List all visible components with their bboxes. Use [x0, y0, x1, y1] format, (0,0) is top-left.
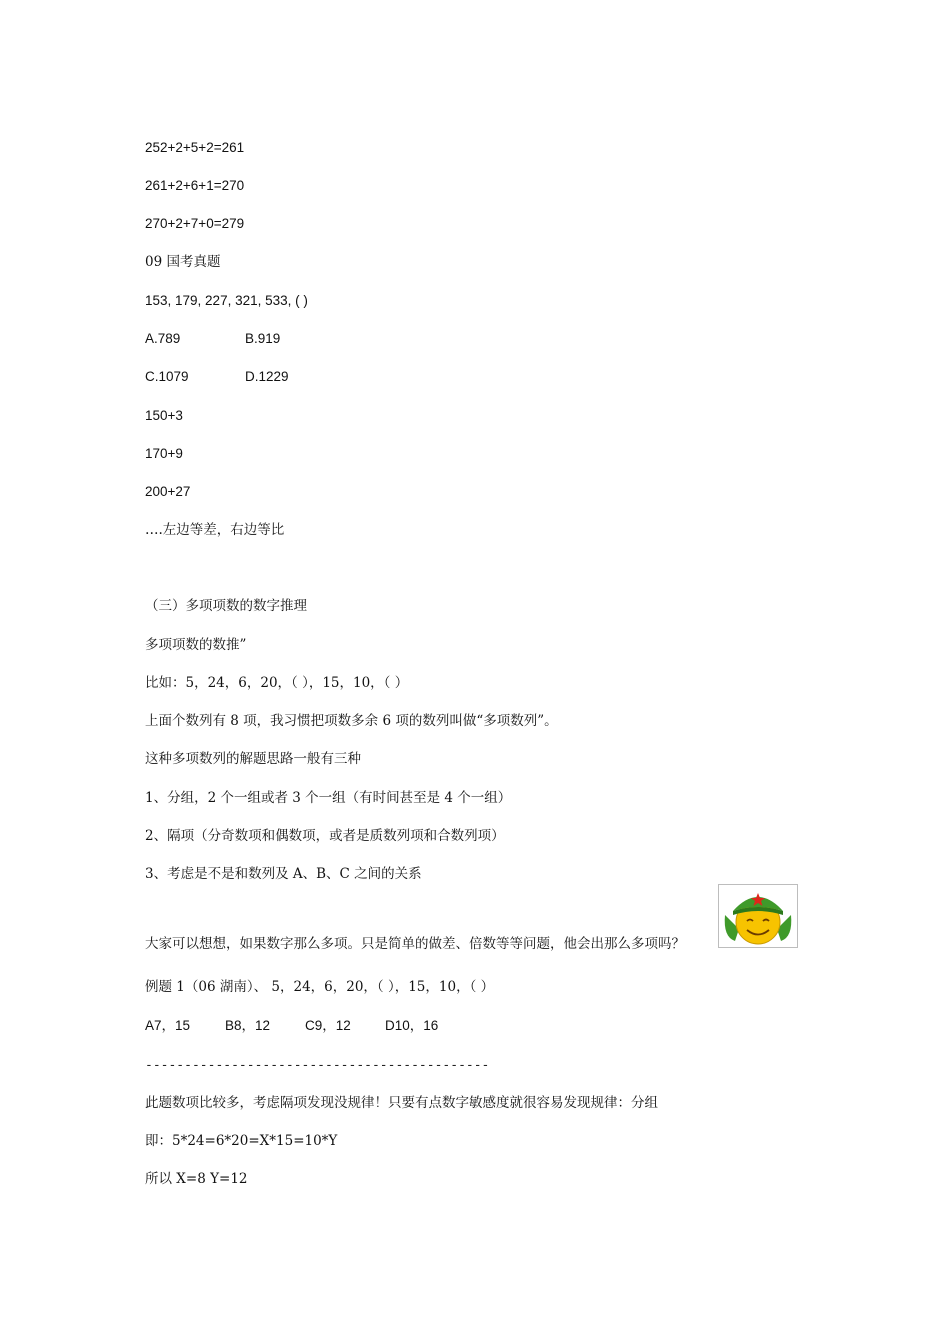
- hint-line-1: 150+3: [145, 408, 183, 423]
- exam-title: 09 国考真题: [145, 254, 221, 270]
- option-c: C.1079: [145, 369, 189, 384]
- answer-c: C9，12: [305, 1018, 351, 1033]
- paragraph-line: 多项项数的数推”: [145, 637, 247, 653]
- paragraph-line: 这种多项数列的解题思路一般有三种: [145, 751, 361, 767]
- options-row-1: [145, 330, 280, 348]
- solution-line-2: 即：5*24=6*20=X*15=10*Y: [145, 1133, 338, 1149]
- paragraph-line: 上面个数列有 8 项，我习惯把项数多余 6 项的数列叫做“多项数列”。: [145, 713, 558, 729]
- equation-line-3: 270+2+7+0=279: [145, 216, 245, 231]
- hint-line-2: 170+9: [145, 446, 183, 461]
- hint-conclusion: ….左边等差，右边等比: [145, 522, 285, 538]
- example-question: 例题 1（06 湖南）、 5，24，6，20，（ ），15，10，（ ）: [145, 979, 495, 995]
- question-remark: 大家可以想想，如果数字那么多项。只是简单的做差、倍数等等问题，他会出那么多项吗？: [145, 936, 685, 952]
- question-sequence: 153, 179, 227, 321, 533, ( ): [145, 293, 308, 308]
- list-item: 3、考虑是不是和数列及 A、B、C 之间的关系: [145, 866, 422, 882]
- list-item: 1、分组，2 个一组或者 3 个一组（有时间甚至是 4 个一组）: [145, 790, 512, 806]
- solution-line-3: 所以 X=8 Y=12: [145, 1171, 248, 1187]
- list-item: 2、隔项（分奇数项和偶数项，或者是质数列项和合数列项）: [145, 828, 505, 844]
- equation-line-1: 252+2+5+2=261: [145, 140, 245, 155]
- equation-line-2: 261+2+6+1=270: [145, 178, 245, 193]
- separator-line: --------------------------------------------: [145, 1058, 490, 1073]
- answer-b: B8，12: [225, 1018, 271, 1033]
- smiley-soldier-hat-icon: [718, 884, 798, 948]
- answer-options: [145, 1017, 438, 1035]
- option-b: B.919: [245, 331, 281, 346]
- hint-line-3: 200+27: [145, 484, 191, 499]
- section-heading: （三）多项项数的数字推理: [145, 598, 307, 614]
- paragraph-line: 比如：5，24，6，20，（ ），15，10，（ ）: [145, 675, 409, 691]
- options-row-2: [145, 368, 289, 386]
- answer-a: A7，15: [145, 1018, 191, 1033]
- option-d: D.1229: [245, 369, 289, 384]
- option-a: A.789: [145, 331, 181, 346]
- answer-d: D10，16: [385, 1018, 439, 1033]
- solution-line-1: 此题数项比较多，考虑隔项发现没规律！只要有点数字敏感度就很容易发现规律：分组: [145, 1095, 658, 1111]
